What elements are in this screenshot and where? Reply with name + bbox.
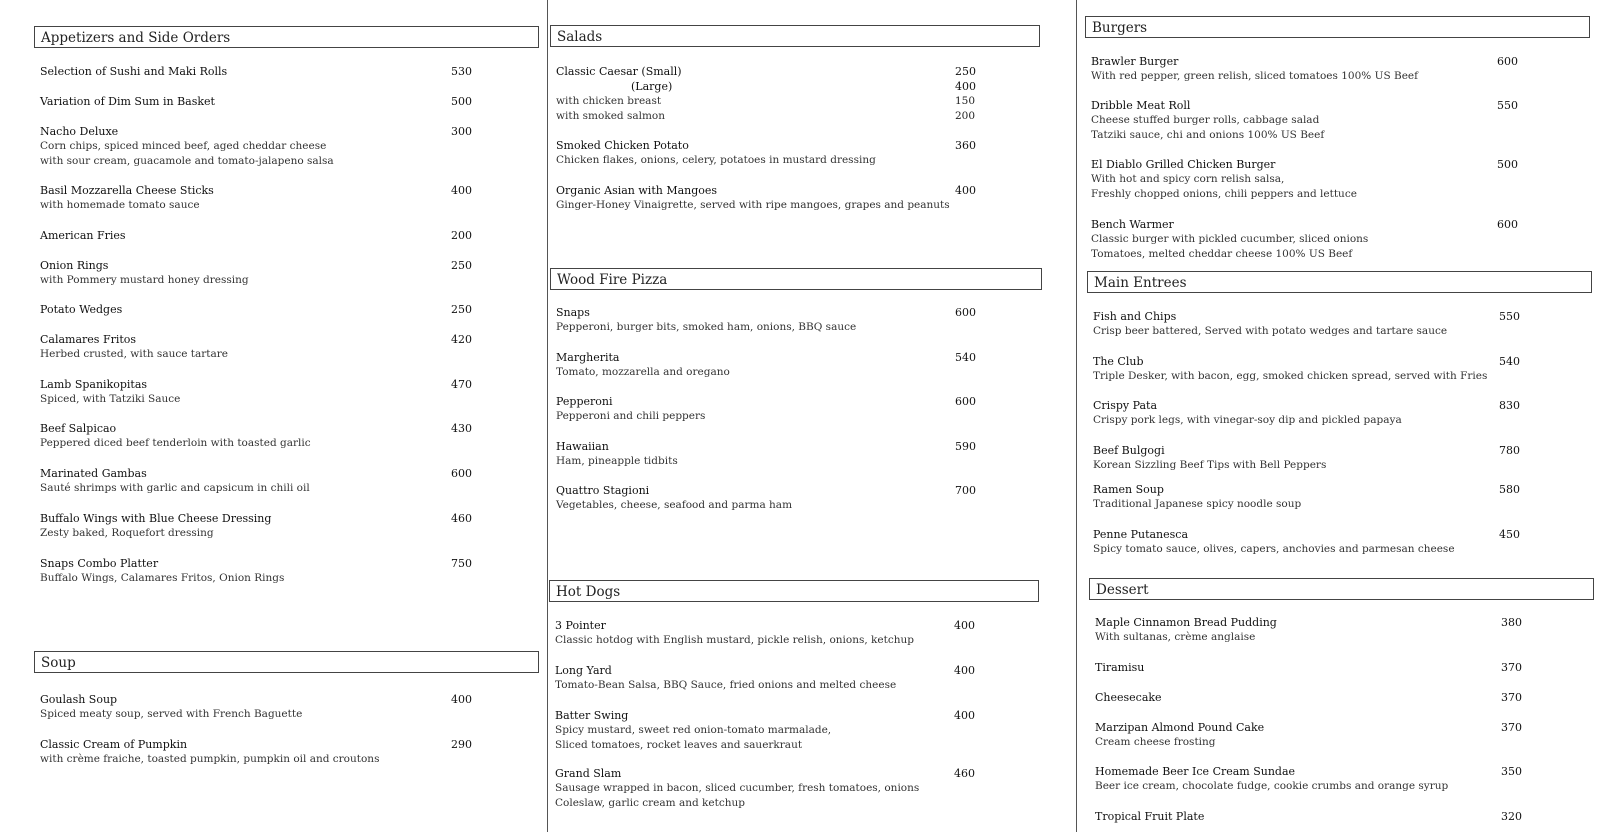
item-price: 290 [451,738,472,751]
item-name: Maple Cinnamon Bread Pudding [1095,616,1277,629]
section-mains [1087,271,1592,555]
item-description: Coleslaw, garlic cream and ketchup [555,797,745,809]
menu-item [1095,660,1600,675]
item-description: with sour cream, guacamole and tomato-jalapeno salsa [40,155,334,167]
item-description: Chicken flakes, onions, celery, potatoes in mustard dressing [556,154,876,166]
item-description: Classic hotdog with English mustard, pickle relish, onions, ketchup [555,634,914,646]
item-name: Marzipan Almond Pound Cake [1095,721,1265,734]
menu-item [556,305,1048,335]
menu-item [1093,398,1598,428]
item-name: Long Yard [555,664,612,677]
section-salads [550,25,1040,211]
item-price: 370 [1501,691,1522,704]
item-price: 590 [955,440,976,453]
item-price: 400 [955,184,976,197]
item-description: With red pepper, green relish, sliced tomatoes 100% US Beef [1091,70,1419,82]
item-price: 430 [451,422,472,435]
menu-item [1093,527,1598,557]
item-name: Quattro Stagioni [556,484,650,497]
item-name: Onion Rings [40,259,109,272]
item-price: 380 [1501,616,1522,629]
section-dessert [1089,578,1594,823]
item-name: 3 Pointer [555,619,606,632]
menu-item [1095,690,1600,705]
item-name: Potato Wedges [40,303,123,316]
item-price: 250 [451,303,472,316]
menu-item [1093,482,1598,512]
item-description: with crème fraiche, toasted pumpkin, pumpkin oil and croutons [40,753,380,765]
item-description: Spiced meaty soup, served with French Baguette [40,708,303,720]
menu-item [40,302,545,317]
item-variant: (Large) [631,80,673,93]
menu-item [556,394,1048,424]
item-price: 300 [451,125,472,138]
item-price: 320 [1501,810,1522,823]
menu-column-3 [1078,0,1600,832]
item-name: Classic Caesar (Small) [556,65,682,78]
menu-item [40,332,545,362]
item-name: Smoked Chicken Potato [556,139,689,152]
menu-item [40,421,545,451]
item-name: Crispy Pata [1093,399,1158,412]
item-description: Corn chips, spiced minced beef, aged cheddar cheese [40,140,327,152]
item-description: Spiced, with Tatziki Sauce [40,393,181,405]
item-price: 200 [451,229,472,242]
item-name: Penne Putanesca [1093,528,1189,541]
menu-item [40,124,545,169]
item-name: Cheesecake [1095,691,1162,704]
menu-item [555,708,1045,753]
item-price: 400 [954,664,975,677]
menu-column-2 [550,0,1070,832]
item-description: Freshly chopped onions, chili peppers and lettuce [1091,188,1357,200]
item-price: 600 [1497,218,1518,231]
menu-item [40,64,545,79]
item-price: 250 [451,259,472,272]
item-addon: with smoked salmon [556,110,666,122]
item-description: Tomatoes, melted cheddar cheese 100% US Beef [1091,248,1353,260]
item-name: Beef Bulgogi [1093,444,1165,457]
item-price: 700 [955,484,976,497]
item-description: Herbed crusted, with sauce tartare [40,348,228,360]
menu-item [40,692,545,722]
section-title-salads: Salads [550,25,1040,47]
item-description: Peppered diced beef tenderloin with toasted garlic [40,437,311,449]
item-name: Classic Cream of Pumpkin [40,738,188,751]
section-title-mains: Main Entrees [1087,271,1592,293]
item-description: With sultanas, crème anglaise [1095,631,1256,643]
item-name: Snaps Combo Platter [40,557,159,570]
section-hotdogs [549,580,1039,809]
item-addon: with chicken breast [556,95,662,107]
menu-item [1095,720,1600,750]
column-divider-2 [1076,0,1077,832]
item-name: Pepperoni [556,395,613,408]
menu-item [40,94,545,109]
item-price: 600 [955,306,976,319]
item-name: Hawaiian [556,440,609,453]
item-description: Zesty baked, Roquefort dressing [40,527,214,539]
item-name: Selection of Sushi and Maki Rolls [40,65,228,78]
item-name: Fish and Chips [1093,310,1177,323]
menu-item [1093,309,1598,339]
item-price: 540 [1499,355,1520,368]
item-name: Snaps [556,306,590,319]
item-description: Beer ice cream, chocolate fudge, cookie crumbs and orange syrup [1095,780,1449,792]
menu-item [40,556,545,586]
item-price: 450 [1499,528,1520,541]
item-description: Vegetables, cheese, seafood and parma ham [556,499,793,511]
item-description: Ginger-Honey Vinaigrette, served with ripe mangoes, grapes and peanuts [556,199,950,211]
section-title-dessert: Dessert [1089,578,1594,600]
item-name: Organic Asian with Mangoes [556,184,718,197]
menu-item [1093,443,1598,473]
section-title-pizza: Wood Fire Pizza [550,268,1042,290]
menu-item [556,439,1048,469]
item-price: 550 [1497,99,1518,112]
item-price: 400 [451,693,472,706]
menu-item [1095,615,1600,645]
menu-item [555,766,1045,811]
item-description: Pepperoni, burger bits, smoked ham, onions, BBQ sauce [556,321,857,333]
menu-item [556,138,1046,168]
item-name: Lamb Spanikopitas [40,378,148,391]
section-title-burgers: Burgers [1085,16,1590,38]
item-name: Variation of Dim Sum in Basket [40,95,215,108]
item-name: Calamares Fritos [40,333,137,346]
item-description: Korean Sizzling Beef Tips with Bell Peppers [1093,459,1327,471]
menu-item [40,511,545,541]
item-price: 600 [955,395,976,408]
item-price: 400 [954,709,975,722]
item-price: 550 [1499,310,1520,323]
item-description: Crispy pork legs, with vinegar-soy dip and pickled papaya [1093,414,1402,426]
item-name: Batter Swing [555,709,629,722]
item-price: 600 [1497,55,1518,68]
item-description: Tomato, mozzarella and oregano [556,366,730,378]
item-name: Tiramisu [1095,661,1145,674]
item-description: Ham, pineapple tidbits [556,455,678,467]
item-price: 370 [1501,721,1522,734]
item-price: 780 [1499,444,1520,457]
menu-item [1091,98,1596,143]
item-price: 400 [955,80,976,93]
menu-item [556,183,1046,213]
item-name: Bench Warmer [1091,218,1174,231]
section-appetizers [34,26,539,584]
item-name: Grand Slam [555,767,622,780]
item-price: 830 [1499,399,1520,412]
section-title-soup: Soup [34,651,539,673]
item-price: 400 [451,184,472,197]
menu-item [555,618,1045,648]
item-price: 460 [451,512,472,525]
item-price: 370 [1501,661,1522,674]
menu-item [1095,809,1600,824]
menu-item [40,737,545,767]
item-price: 150 [955,95,976,107]
menu-item [556,350,1048,380]
item-price: 530 [451,65,472,78]
section-title-appetizers: Appetizers and Side Orders [34,26,539,48]
item-price: 360 [955,139,976,152]
item-price: 580 [1499,483,1520,496]
item-name: Ramen Soup [1093,483,1164,496]
section-soup [34,651,539,765]
section-pizza [550,268,1042,511]
item-description: Triple Desker, with bacon, egg, smoked chicken spread, served with Fries [1093,370,1488,382]
item-name: Marinated Gambas [40,467,147,480]
item-name: Brawler Burger [1091,55,1179,68]
menu-item [40,258,545,288]
section-title-hotdogs: Hot Dogs [549,580,1039,602]
item-description: Sauté shrimps with garlic and capsicum in chili oil [40,482,310,494]
item-description: Tatziki sauce, chi and onions 100% US Beef [1091,129,1325,141]
item-price: 350 [1501,765,1522,778]
item-price: 460 [954,767,975,780]
item-description: Buffalo Wings, Calamares Fritos, Onion Rings [40,572,285,584]
item-description: Crisp beer battered, Served with potato wedges and tartare sauce [1093,325,1448,337]
menu-item [1093,354,1598,384]
menu-item [40,183,545,213]
menu-item [40,466,545,496]
item-description: Cheese stuffed burger rolls, cabbage salad [1091,114,1320,126]
column-divider-1 [547,0,548,832]
menu-item [40,228,545,243]
item-price: 540 [955,351,976,364]
item-name: Tropical Fruit Plate [1095,810,1205,823]
item-price: 750 [451,557,472,570]
section-burgers [1085,16,1590,260]
item-description: Cream cheese frosting [1095,736,1216,748]
menu-item [1091,54,1596,84]
item-name: Homemade Beer Ice Cream Sundae [1095,765,1296,778]
menu-item [40,377,545,407]
item-name: Goulash Soup [40,693,118,706]
item-price: 500 [451,95,472,108]
item-price: 470 [451,378,472,391]
item-price: 400 [954,619,975,632]
menu-item [1091,157,1596,202]
item-price: 500 [1497,158,1518,171]
item-price: 420 [451,333,472,346]
menu-item [556,483,1048,513]
menu-column-1 [0,0,540,832]
item-name: Buffalo Wings with Blue Cheese Dressing [40,512,272,525]
menu-item [555,663,1045,693]
menu-item-caesar [556,64,1046,124]
item-description: Classic burger with pickled cucumber, sliced onions [1091,233,1369,245]
item-description: Traditional Japanese spicy noodle soup [1093,498,1302,510]
item-name: Basil Mozzarella Cheese Sticks [40,184,214,197]
menu-item [1095,764,1600,794]
item-name: Margherita [556,351,620,364]
item-description: Sausage wrapped in bacon, sliced cucumber, fresh tomatoes, onions [555,782,920,794]
item-description: With hot and spicy corn relish salsa, [1091,173,1285,185]
item-description: Spicy tomato sauce, olives, capers, anchovies and parmesan cheese [1093,543,1455,555]
item-description: with Pommery mustard honey dressing [40,274,249,286]
item-name: Beef Salpicao [40,422,117,435]
item-name: The Club [1093,355,1144,368]
item-price: 200 [955,110,976,122]
item-description: with homemade tomato sauce [40,199,200,211]
item-name: American Fries [40,229,126,242]
item-description: Tomato-Bean Salsa, BBQ Sauce, fried onions and melted cheese [555,679,897,691]
item-name: El Diablo Grilled Chicken Burger [1091,158,1276,171]
item-description: Sliced tomatoes, rocket leaves and sauerkraut [555,739,803,751]
item-price: 250 [955,65,976,78]
item-price: 600 [451,467,472,480]
item-name: Nacho Deluxe [40,125,119,138]
item-description: Spicy mustard, sweet red onion-tomato marmalade, [555,724,832,736]
item-name: Dribble Meat Roll [1091,99,1191,112]
item-description: Pepperoni and chili peppers [556,410,706,422]
menu-item [1091,217,1596,262]
